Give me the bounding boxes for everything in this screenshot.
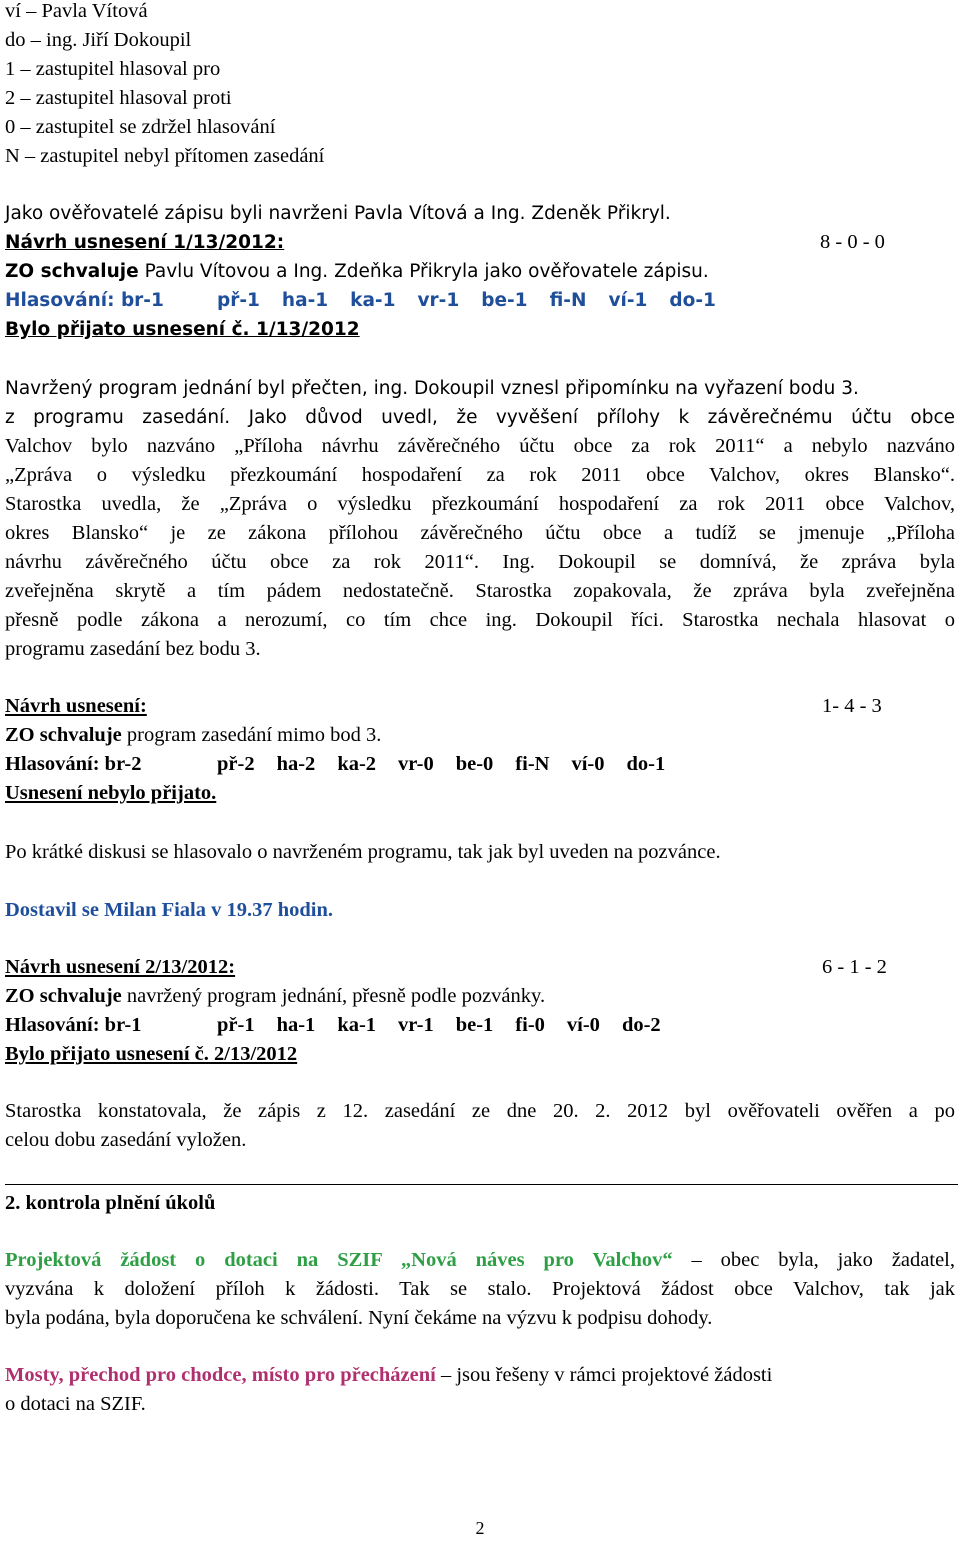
r2-vote: fi-0 [515,1014,545,1036]
rmid-hlasovani [5,750,687,779]
legend-line: 1 – zastupitel hlasoval pro [5,58,221,80]
rmid-vote: br-2 [104,753,142,775]
r2-outcome: Bylo přijato usnesení č. 2/13/2012 [5,1043,298,1065]
szif-line [5,1246,955,1275]
mosty-rest: – jsou řešeny v rámci projektové žádosti [435,1364,773,1386]
rmid-hlasovani-label: Hlasování: [5,753,100,775]
mosty-line [5,1361,772,1390]
r1-hlasovani [5,286,738,315]
r1-vote: do-1 [669,290,716,311]
program-line: návrhu závěrečného účtu obce za rok 2011“. Ing. Dokoupil se domnívá, že zpráva byla [5,551,955,573]
legend-line: N – zastupitel nebyl přítomen zasedání [5,145,325,167]
r2-title: Návrh usnesení 2/13/2012: [5,956,236,978]
section2-title: 2. kontrola plnění úkolů [5,1192,216,1214]
section-divider [5,1184,958,1185]
r1-schvaluje-label: ZO schvaluje [5,261,139,282]
r1-vote: př-1 [217,290,260,311]
program-line: Navržený program jednání byl přečten, ing. Dokoupil vznesl připomínku na vyřazení bodu 3. [5,378,859,399]
konstatovala-line: Starostka konstatovala, že zápis z 12. zasedání ze dne 20. 2. 2012 byl ověřovateli ověřen a po [5,1100,955,1122]
r1-hlasovani-label: Hlasování: [5,290,115,311]
rmid-vote: do-1 [626,753,666,775]
program-line: Starostka uvedla, že „Zpráva o výsledku přezkoumání hospodaření za rok 2011 obce Valchov, [5,493,955,515]
rmid-vote: ví-0 [571,753,605,775]
program-line: okres Blansko“ je ze zákona přílohou závěrečného účtu obce a tudíž se jmenuje „Příloha [5,522,955,544]
r2-vote: ha-1 [276,1014,316,1036]
szif-highlight: Projektová žádost o dotaci na SZIF „Nová náves pro Valchov“ [5,1249,673,1271]
page-number: 2 [475,1518,485,1538]
mosty-line: o dotaci na SZIF. [5,1393,146,1415]
r2-schvaluje-label: ZO schvaluje [5,985,122,1007]
r2-hlasovani-label: Hlasování: [5,1014,100,1036]
diskuse-text: Po krátké diskusi se hlasovalo o navrženém programu, tak jak byl uveden na pozvánce. [5,841,721,863]
r1-vote: br-1 [120,290,164,311]
rmid-vote: ka-2 [337,753,377,775]
program-line: Valchov bylo nazváno „Příloha návrhu závěrečného účtu obce za rok 2011“ a nebylo nazváno [5,435,955,457]
rmid-vote: fi-N [515,753,550,775]
r2-schvaluje-text: navržený program jednání, přesně podle pozvánky. [121,985,546,1007]
r2-vote: př-1 [217,1014,255,1036]
r2-vote: vr-1 [398,1014,434,1036]
r1-vote: ka-1 [350,290,396,311]
legend-line: 2 – zastupitel hlasoval proti [5,87,232,109]
rmid-schvaluje [5,721,381,750]
rmid-vote: be-0 [455,753,494,775]
overovatele-text: Jako ověřovatelé zápisu byli navrženi Pavla Vítová a Ing. Zdeněk Přikryl. [5,203,671,224]
r1-title: Návrh usnesení 1/13/2012: [5,232,285,253]
r2-vote: ví-0 [566,1014,600,1036]
r2-result: 6 - 1 - 2 [822,956,887,978]
r1-result: 8 - 0 - 0 [820,231,885,253]
program-line: z programu zasedání. Jako důvod uvedl, že vyvěšení přílohy k závěrečnému účtu obce [5,407,955,428]
rmid-title: Návrh usnesení: [5,695,147,717]
r1-vote: ha-1 [281,290,329,311]
szif-rest: – obec byla, jako žadatel, [672,1249,955,1271]
rmid-schvaluje-text: program zasedání mimo bod 3. [121,724,382,746]
r2-schvaluje [5,982,545,1011]
r1-vote: be-1 [481,290,528,311]
rmid-vote: vr-0 [398,753,434,775]
r1-schvaluje [5,257,709,286]
r2-vote: be-1 [455,1014,494,1036]
szif-line: vyzvána k doložení příloh k žádosti. Tak se stalo. Projektová žádost obce Valchov, tak jak [5,1278,955,1300]
r1-vote: vr-1 [417,290,460,311]
r1-schvaluje-text: Pavlu Vítovou a Ing. Zdeňka Přikryla jako ověřovatele zápisu. [138,261,709,282]
rmid-outcome: Usnesení nebylo přijato. [5,782,217,804]
legend-line: ví – Pavla Vítová [5,0,148,22]
r2-vote: br-1 [104,1014,142,1036]
program-line: zveřejněna skrytě a tím pádem nedostatečně. Starostka zopakovala, že zpráva byla zveřejněna [5,580,955,602]
program-line: „Zpráva o výsledku přezkoumání hospodaření za rok 2011 obce Valchov, okres Blansko“. [5,464,955,486]
legend-line: do – ing. Jiří Dokoupil [5,29,192,51]
rmid-result: 1- 4 - 3 [822,695,882,717]
r2-vote: ka-1 [337,1014,377,1036]
r2-hlasovani [5,1011,683,1040]
rmid-vote: př-2 [217,753,255,775]
program-line: přesně podle zákona a nerozumí, co tím chce ing. Dokoupil říci. Starostka nechala hlasovat o [5,609,955,631]
program-line: programu zasedání bez bodu 3. [5,638,261,660]
r1-vote: fi-N [549,290,587,311]
r1-outcome: Bylo přijato usnesení č. 1/13/2012 [5,319,360,340]
r2-vote: do-2 [621,1014,661,1036]
legend-line: 0 – zastupitel se zdržel hlasování [5,116,276,138]
dostavil-text: Dostavil se Milan Fiala v 19.37 hodin. [5,899,334,921]
rmid-vote: ha-2 [276,753,316,775]
mosty-highlight: Mosty, přechod pro chodce, místo pro přecházení [5,1364,436,1386]
rmid-schvaluje-label: ZO schvaluje [5,724,122,746]
konstatovala-line: celou dobu zasedání vyložen. [5,1129,247,1151]
szif-line: byla podána, byla doporučena ke schválení. Nyní čekáme na výzvu k podpisu dohody. [5,1307,713,1329]
r1-vote: ví-1 [608,290,648,311]
